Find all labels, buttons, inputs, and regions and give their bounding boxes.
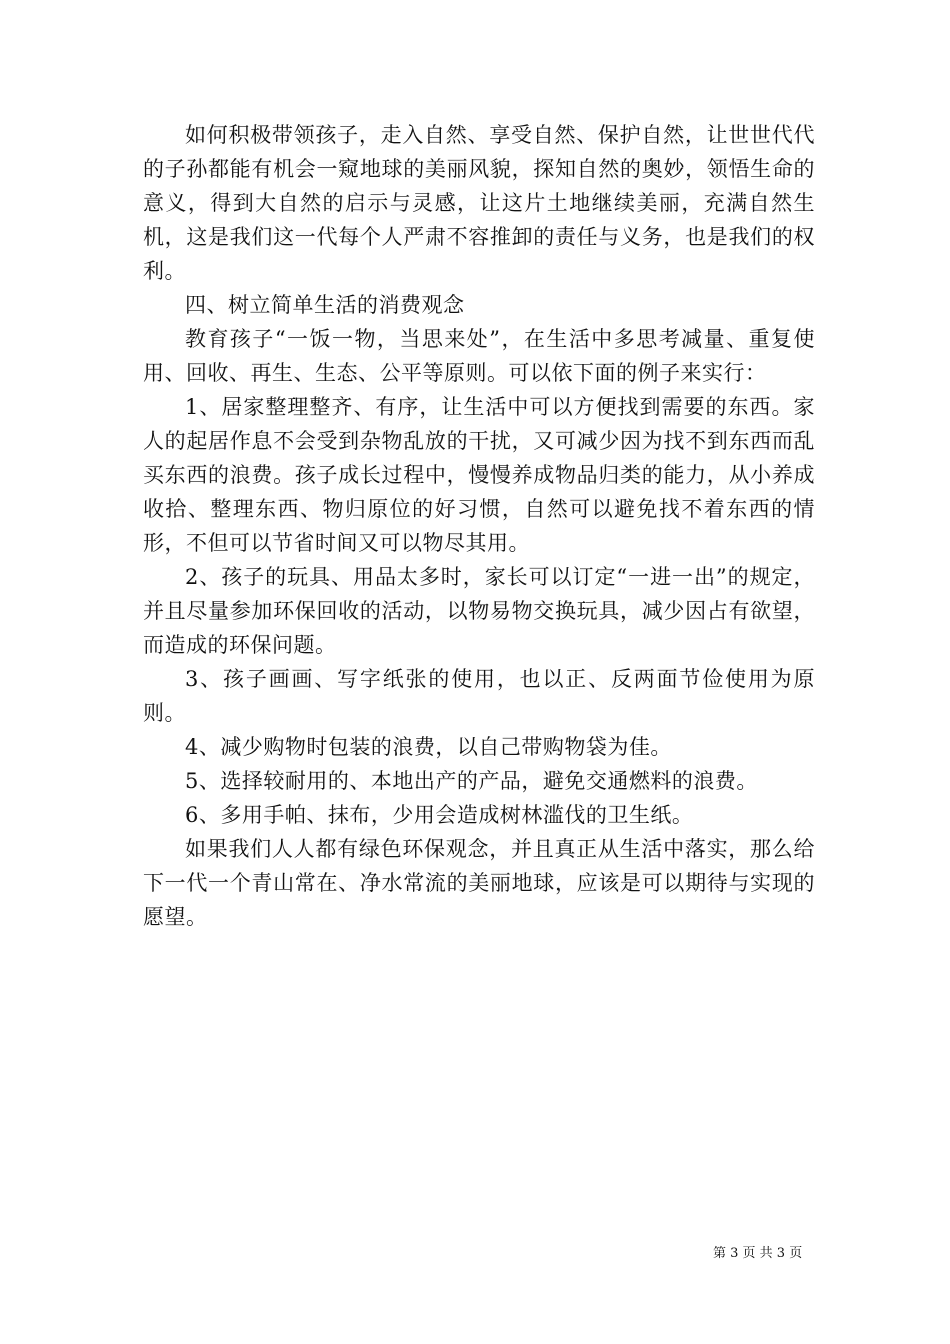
list-item: 2、孩子的玩具、用品太多时，家长可以订定“一进一出”的规定，并且尽量参加环保回收的活动，以物易物交换玩具，减少因占有欲望，而造成的环保问题。 [143, 565, 815, 657]
paragraph: 教育孩子“一饭一物，当思来处”，在生活中多思考减量、重复使用、回收、再生、生态、公平等原则。可以依下面的例子来实行： [143, 327, 815, 385]
list-item: 1、居家整理整齐、有序，让生活中可以方便找到需要的东西。家人的起居作息不会受到杂物乱放的干扰，又可减少因为找不到东西而乱买东西的浪费。孩子成长过程中，慢慢养成物品归类的能力，从小养成收拾、整理东西、物归原位的好习惯，自然可以避免找不着东西的情形，不但可以节省时间又可以物尽其用。 [143, 395, 815, 555]
paragraph: 如果我们人人都有绿色环保观念，并且真正从生活中落实，那么给下一代一个青山常在、净水常流的美丽地球，应该是可以期待与实现的愿望。 [143, 837, 815, 929]
list-item: 6、多用手帕、抹布，少用会造成树林滥伐的卫生纸。 [185, 803, 694, 827]
paragraph: 如何积极带领孩子，走入自然、享受自然、保护自然，让世世代代的子孙都能有机会一窥地球的美丽风貌，探知自然的奥妙，领悟生命的意义，得到大自然的启示与灵感，让这片土地继续美丽，充满自然生机，这是我们这一代每个人严肃不容推卸的责任与义务，也是我们的权利。 [143, 123, 815, 283]
document-body [143, 118, 815, 934]
list-item: 5、选择较耐用的、本地出产的产品，避免交通燃料的浪费。 [185, 769, 758, 793]
list-item: 4、减少购物时包装的浪费，以自己带购物袋为佳。 [185, 735, 672, 759]
page-number: 第 3 页 共 3 页 [713, 1246, 803, 1261]
section-heading: 四、树立简单生活的消费观念 [185, 293, 465, 317]
list-item: 3、孩子画画、写字纸张的使用，也以正、反两面节俭使用为原则。 [143, 667, 815, 725]
